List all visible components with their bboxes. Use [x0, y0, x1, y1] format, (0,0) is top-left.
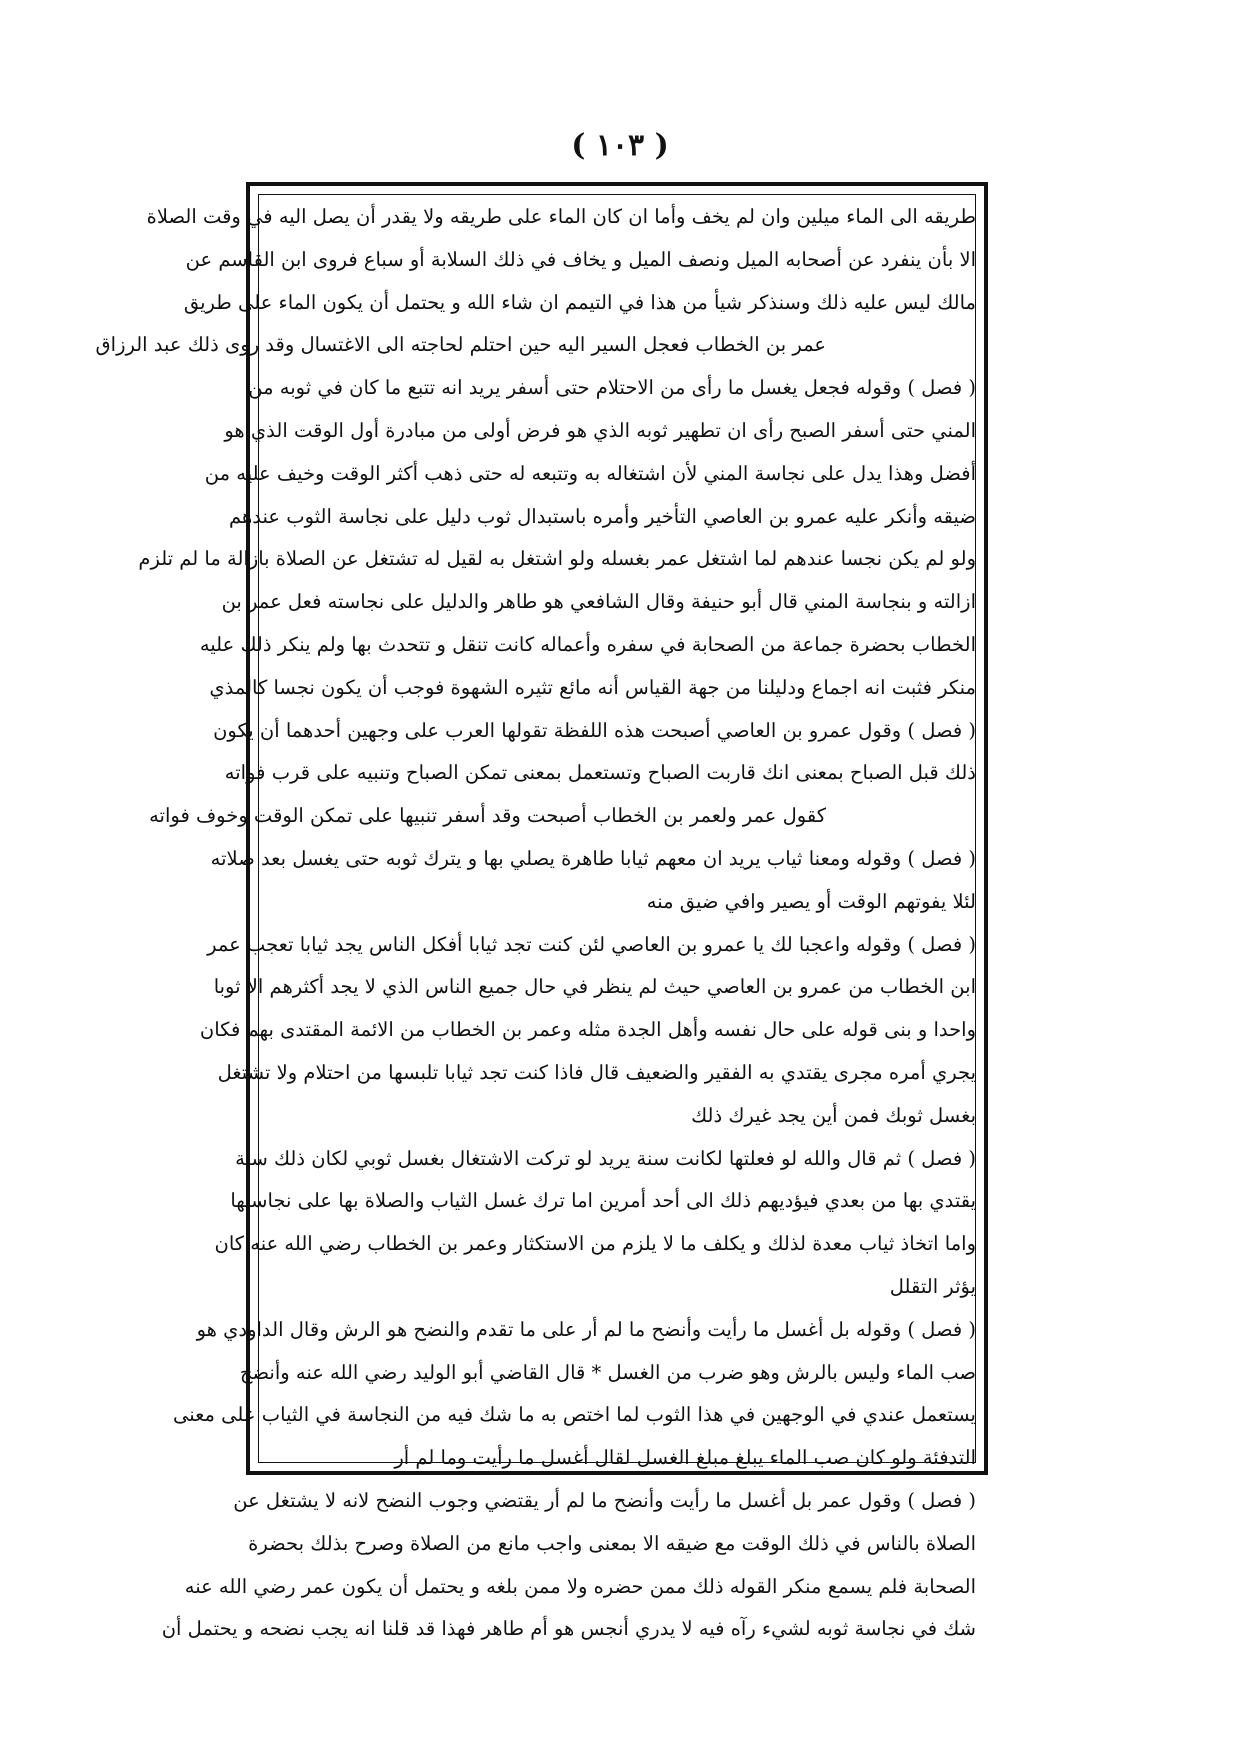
- text-line: يجري أمره مجرى يقتدي به الفقير والضعيف قال فاذا كنت تجد ثيابا تلبسها من احتلام ولا تشتغل: [217, 1060, 976, 1084]
- text-line: ( فصل ) وقوله بل أغسل ما رأيت وأنضح ما لم أر على ما تقدم والنضح هو الرش وقال الداودي هو: [196, 1317, 976, 1341]
- text-line: المني حتى أسفر الصبح رأى ان تطهير ثوبه الذي هو فرض أولى من مبادرة أول الوقت الذي هو: [224, 418, 976, 442]
- text-line: واما اتخاذ ثياب معدة لذلك و يكلف ما لا يلزم من الاستكثار وعمر بن الخطاب رضي الله عنه كان: [214, 1232, 976, 1256]
- text-line: التدفئة ولو كان صب الماء يبلغ مبلغ الغسل لقال أغسل ما رأيت وما لم أر: [394, 1446, 976, 1470]
- text-line: عمر بن الخطاب فعجل السير اليه حين احتلم لحاجته الى الاغتسال وقد روى ذلك عبد الرزاق: [95, 333, 826, 357]
- text-line: يستعمل عندي في الوجهين في هذا الثوب لما اختص به ما شك فيه من النجاسة في الثياب على معنى: [172, 1403, 976, 1427]
- text-line: لئلا يفوتهم الوقت أو يصير وافي ضيق منه: [646, 889, 976, 913]
- text-line: صب الماء وليس بالرش وهو ضرب من الغسل * قال القاضي أبو الوليد رضي الله عنه وأنضح: [239, 1360, 976, 1384]
- text-line: ( فصل ) وقوله فجعل يغسل ما رأى من الاحتلام حتى أسفر يريد انه تتبع ما كان في ثوبه من: [248, 376, 976, 400]
- text-line: كقول عمر ولعمر بن الخطاب أصبحت وقد أسفر تنبيها على تمكن الوقت وخوف فواته: [149, 804, 826, 828]
- page-number: ( ١٠٣ ): [571, 128, 669, 163]
- text-line: ابن الخطاب من عمرو بن العاصي حيث لم ينظر في حال جميع الناس الذي لا يجد أكثرهم الا ثوبا: [213, 975, 976, 999]
- text-line: ازالته و بنجاسة المني قال أبو حنيفة وقال الشافعي هو طاهر والدليل على نجاسته فعل عمر بن: [221, 590, 976, 614]
- text-line: يقتدي بها من بعدي فيؤديهم ذلك الى أحد أمرين اما ترك غسل الثياب والصلاة بها على نجاستها: [230, 1189, 976, 1213]
- text-line: يؤثر التقلل: [889, 1274, 976, 1298]
- text-line: أفضل وهذا يدل على نجاسة المني لأن اشتغاله به وتتبعه له حتى ذهب أكثر الوقت وخيف عليه من: [204, 461, 976, 485]
- text-line: الصلاة بالناس في ذلك الوقت مع ضيقه الا بمعنى واجب مانع من الصلاة وصرح بذلك بحضرة: [248, 1531, 976, 1555]
- text-line: ذلك قبل الصباح بمعنى انك قاربت الصباح وتستعمل بمعنى تمكن الصباح وتنبيه على قرب فواته: [224, 761, 976, 785]
- text-line: ولو لم يكن نجسا عندهم لما اشتغل عمر بغسله ولو اشتغل به لقيل له تشتغل عن الصلاة بازالة ما لم تلزم: [138, 547, 976, 571]
- text-line: ( فصل ) وقوله واعجبا لك يا عمرو بن العاصي لئن كنت تجد ثيابا أفكل الناس يجد ثيابا تعجب عمر: [207, 932, 976, 956]
- text-line: الخطاب بحضرة جماعة من الصحابة في سفره وأعماله كانت تنقل و تتحدث بها ولم ينكر ذلك عليه: [199, 632, 976, 656]
- text-line: بغسل ثوبك فمن أين يجد غيرك ذلك: [691, 1103, 976, 1127]
- text-line: ( فصل ) وقول عمرو بن العاصي أصبحت هذه اللفظة تقولها العرب على وجهين أحدهما أن يكون: [213, 718, 976, 742]
- text-line: طريقه الى الماء ميلين وان لم يخف وأما ان كان الماء على طريقه ولا يقدر أن يصل اليه في وقت الصلاة: [146, 205, 976, 228]
- text-line: منكر فثبت انه اجماع ودليلنا من جهة القياس أنه مائع تثيره الشهوة فوجب أن يكون نجسا كالمذي: [209, 675, 976, 699]
- text-line: واحدا و بنى قوله على حال نفسه وأهل الجدة مثله وعمر بن الخطاب من الائمة المقتدى بهم فكان: [199, 1018, 976, 1042]
- body-text: [95, 196, 976, 1651]
- text-line: ضيقه وأنكر عليه عمرو بن العاصي التأخير وأمره باستبدال ثوب دليل على نجاسة الثوب عندهم: [229, 504, 976, 528]
- text-line: شك في نجاسة ثوبه لشيء رآه فيه لا يدري أنجس هو أم طاهر فهذا قد قلنا انه يجب نضحه و يحتمل أن: [161, 1617, 976, 1641]
- text-line: الصحابة فلم يسمع منكر القوله ذلك ممن حضره ولا ممن بلغه و يحتمل أن يكون عمر رضي الله عنه: [184, 1574, 976, 1598]
- text-line: ( فصل ) وقوله ومعنا ثياب يريد ان معهم ثيابا طاهرة يصلي بها و يترك ثوبه حتى يغسل بعد صلاته: [210, 846, 976, 870]
- text-line: ( فصل ) ثم قال والله لو فعلتها لكانت سنة يريد لو تركت الاشتغال بغسل ثوبي لكان ذلك سنة: [235, 1146, 976, 1170]
- text-line: مالك ليس عليه ذلك وسنذكر شيأ من هذا في التيمم ان شاء الله و يحتمل أن يكون الماء على طريق: [183, 290, 976, 314]
- text-line: الا بأن ينفرد عن أصحابه الميل ونصف الميل و يخاف في ذلك السلابة أو سباع فروى ابن القاسم عن: [185, 247, 976, 271]
- text-line: ( فصل ) وقول عمر بل أغسل ما رأيت وأنضح ما لم أر يقتضي وجوب النضح لانه لا يشتغل عن: [233, 1488, 976, 1512]
